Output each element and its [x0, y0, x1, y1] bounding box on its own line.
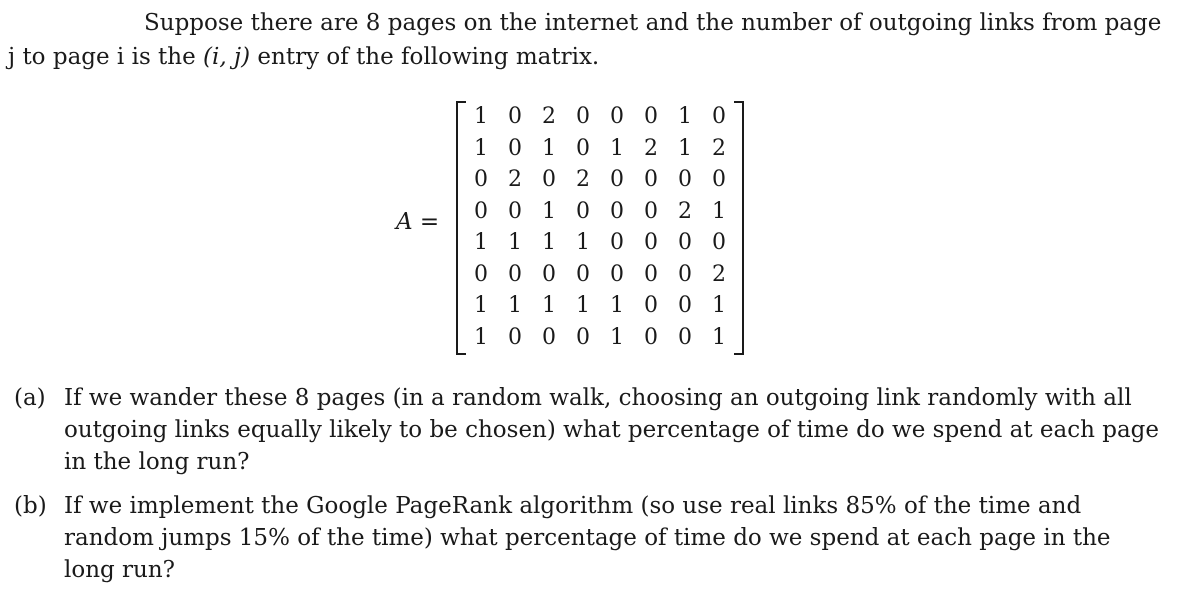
matrix-cell: 0 — [576, 324, 590, 350]
matrix-cell: 0 — [644, 104, 658, 129]
matrix-cell: 0 — [712, 167, 726, 192]
matrix-cell: 0 — [678, 167, 692, 192]
question-a — [14, 382, 1164, 478]
matrix-cell: 1 — [576, 230, 590, 255]
matrix-cell: 2 — [678, 198, 692, 224]
matrix-cell: 0 — [508, 198, 522, 224]
intro-text-1: Suppose there are 8 pages on the internet and the number of outgoing links from page j to page i is the — [8, 10, 1162, 70]
question-list — [14, 382, 1164, 598]
matrix-cell: 1 — [474, 324, 488, 350]
matrix-cell: 1 — [712, 293, 726, 318]
intro-text-2: entry of the following matrix. — [250, 44, 600, 70]
matrix-a — [456, 101, 744, 353]
matrix-cell: 1 — [610, 135, 624, 161]
matrix-cell: 1 — [712, 324, 726, 350]
matrix-cell: 1 — [712, 198, 726, 224]
matrix-cell: 2 — [712, 135, 726, 161]
matrix-cell: 1 — [508, 230, 522, 255]
matrix-cell: 0 — [576, 261, 590, 287]
matrix-cell: 0 — [576, 198, 590, 224]
matrix-cell: 1 — [576, 293, 590, 318]
matrix-cell: 0 — [678, 230, 692, 255]
matrix-cell: 2 — [542, 104, 556, 129]
question-a-label: (a) — [14, 385, 46, 411]
matrix-cell: 0 — [508, 104, 522, 129]
matrix-cell: 1 — [678, 104, 692, 129]
matrix-cell: 0 — [644, 198, 658, 224]
right-bracket — [734, 101, 744, 355]
matrix-cell: 0 — [508, 135, 522, 161]
matrix-cell: 0 — [644, 230, 658, 255]
matrix-cell: 0 — [610, 230, 624, 255]
matrix-cell: 1 — [542, 230, 556, 255]
matrix-cell: 2 — [576, 167, 590, 192]
matrix-cell: 0 — [610, 104, 624, 129]
intro-ij-notation: (i, j) — [203, 44, 251, 70]
matrix-cell: 1 — [508, 293, 522, 318]
matrix-cell: 0 — [542, 261, 556, 287]
question-b-text: If we implement the Google PageRank algorithm (so use real links 85% of the time and random jumps 15% of the time) what percentage of time do we spend at each page in the long run? — [64, 493, 1111, 583]
matrix-cell: 0 — [644, 167, 658, 192]
matrix-cell: 1 — [474, 230, 488, 255]
matrix-cell: 2 — [712, 261, 726, 287]
matrix-cell: 0 — [474, 261, 488, 287]
matrix-variable: A — [396, 209, 413, 235]
matrix-cell: 0 — [712, 104, 726, 129]
matrix-label — [396, 209, 439, 235]
matrix-cell: 0 — [610, 167, 624, 192]
matrix-cell: 0 — [678, 261, 692, 287]
matrix-cell: 1 — [542, 135, 556, 161]
matrix-cell: 0 — [576, 104, 590, 129]
matrix-cell: 0 — [576, 135, 590, 161]
matrix-cell: 0 — [644, 261, 658, 287]
matrix-cell: 1 — [610, 293, 624, 318]
matrix-cell: 1 — [542, 293, 556, 318]
matrix-cell: 0 — [542, 167, 556, 192]
matrix-cell: 1 — [542, 198, 556, 224]
problem-intro — [8, 6, 1173, 74]
matrix-cell: 0 — [678, 324, 692, 350]
matrix-cell: 0 — [542, 324, 556, 350]
matrix-cell: 0 — [474, 167, 488, 192]
matrix-cells — [464, 101, 736, 353]
question-b-label: (b) — [14, 493, 47, 519]
matrix-cell: 0 — [712, 230, 726, 255]
question-a-text: If we wander these 8 pages (in a random walk, choosing an outgoing link randomly with all outgoing links equally likely to be chosen) what percentage of time do we spend at each page in the long run? — [64, 385, 1159, 475]
matrix-cell: 0 — [508, 261, 522, 287]
matrix-cell: 0 — [474, 198, 488, 224]
matrix-cell: 2 — [644, 135, 658, 161]
matrix-cell: 0 — [678, 293, 692, 318]
matrix-cell: 0 — [610, 198, 624, 224]
matrix-cell: 1 — [474, 135, 488, 161]
matrix-cell: 1 — [474, 104, 488, 129]
question-b — [14, 490, 1164, 586]
matrix-equals: = — [412, 209, 440, 235]
matrix-cell: 1 — [678, 135, 692, 161]
matrix-cell: 1 — [610, 324, 624, 350]
matrix-cell: 0 — [508, 324, 522, 350]
matrix-cell: 0 — [644, 293, 658, 318]
matrix-cell: 2 — [508, 167, 522, 192]
matrix-cell: 0 — [644, 324, 658, 350]
matrix-cell: 0 — [610, 261, 624, 287]
matrix-cell: 1 — [474, 293, 488, 318]
